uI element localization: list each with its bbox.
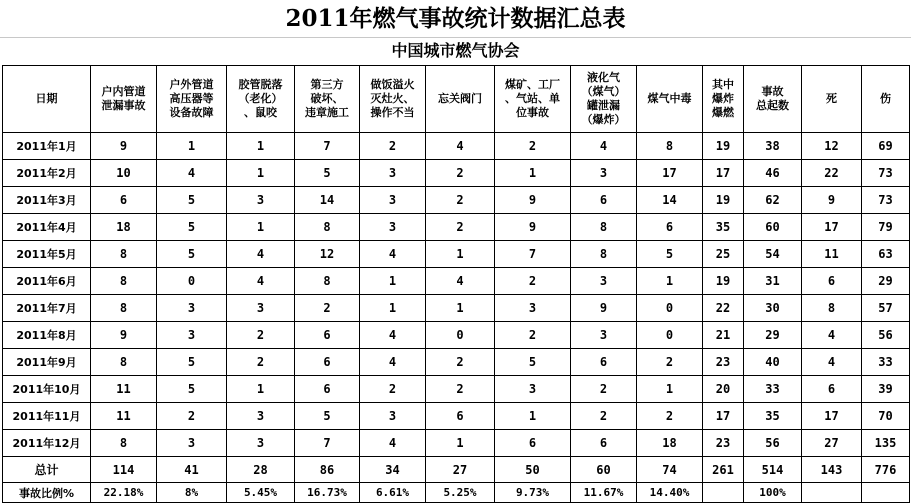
table-cell: 28 xyxy=(227,457,295,483)
table-cell: 11 xyxy=(802,241,862,268)
row-label-cell: 事故比例% xyxy=(3,483,91,503)
table-cell: 6.61% xyxy=(360,483,426,503)
table-cell: 8 xyxy=(91,430,157,457)
table-cell: 17 xyxy=(802,214,862,241)
header-cell xyxy=(426,66,495,133)
table-cell: 2 xyxy=(426,214,495,241)
table-cell: 6 xyxy=(802,268,862,295)
header-cell xyxy=(637,66,703,133)
header-label-line: 煤矿、工厂 xyxy=(505,78,560,91)
table-cell: 57 xyxy=(862,295,910,322)
table-cell: 1 xyxy=(227,133,295,160)
table-row xyxy=(3,403,910,430)
sheet-subtitle: 中国城市燃气协会 xyxy=(391,41,520,60)
header-cell xyxy=(744,66,802,133)
row-label-cell: 2011年5月 xyxy=(3,241,91,268)
table-cell: 19 xyxy=(703,268,744,295)
table-cell: 14 xyxy=(637,187,703,214)
table-cell: 7 xyxy=(295,133,360,160)
header-label-line: 位事故 xyxy=(516,106,549,119)
table-cell: 27 xyxy=(802,430,862,457)
table-cell: 35 xyxy=(703,214,744,241)
table-cell: 9 xyxy=(91,322,157,349)
ratio-row xyxy=(3,483,910,503)
table-cell: 3 xyxy=(360,187,426,214)
table-cell: 1 xyxy=(637,268,703,295)
table-cell: 11 xyxy=(91,376,157,403)
table-cell: 5.25% xyxy=(426,483,495,503)
table-cell: 3 xyxy=(157,430,227,457)
table-cell: 9 xyxy=(495,187,571,214)
table-cell: 5 xyxy=(157,349,227,376)
table-cell: 143 xyxy=(802,457,862,483)
table-cell: 6 xyxy=(637,214,703,241)
header-label-line: 户内管道 xyxy=(101,85,146,98)
header-cell xyxy=(91,66,157,133)
table-cell: 8 xyxy=(295,214,360,241)
table-cell: 2 xyxy=(426,376,495,403)
header-label-line: 户外管道 xyxy=(169,78,214,91)
table-cell: 56 xyxy=(862,322,910,349)
table-cell: 3 xyxy=(360,160,426,187)
table-cell: 9.73% xyxy=(495,483,571,503)
table-cell: 8% xyxy=(157,483,227,503)
header-cell xyxy=(703,66,744,133)
table-cell: 3 xyxy=(495,376,571,403)
row-label-cell: 2011年11月 xyxy=(3,403,91,430)
table-cell: 4 xyxy=(227,268,295,295)
table-cell: 6 xyxy=(495,430,571,457)
table-cell: 73 xyxy=(862,187,910,214)
table-cell: 17 xyxy=(637,160,703,187)
table-cell: 8 xyxy=(91,268,157,295)
header-cell xyxy=(295,66,360,133)
table-cell: 0 xyxy=(637,295,703,322)
table-cell: 8 xyxy=(802,295,862,322)
table-cell: 29 xyxy=(862,268,910,295)
table-cell: 2 xyxy=(571,376,637,403)
table-cell: 33 xyxy=(862,349,910,376)
table-cell: 60 xyxy=(744,214,802,241)
table-cell: 12 xyxy=(802,133,862,160)
table-cell: 3 xyxy=(227,295,295,322)
table-cell: 4 xyxy=(360,349,426,376)
header-label-line: 灭灶火、 xyxy=(370,92,415,105)
table-cell: 514 xyxy=(744,457,802,483)
table-cell: 3 xyxy=(571,160,637,187)
table-cell: 9 xyxy=(571,295,637,322)
table-cell: 18 xyxy=(91,214,157,241)
table-cell: 60 xyxy=(571,457,637,483)
table-cell: 114 xyxy=(91,457,157,483)
header-label-line: （煤气） xyxy=(581,85,626,98)
table-cell: 3 xyxy=(360,214,426,241)
table-cell: 6 xyxy=(295,349,360,376)
header-cell xyxy=(495,66,571,133)
table-cell: 1 xyxy=(360,268,426,295)
row-label-cell: 2011年7月 xyxy=(3,295,91,322)
table-cell: 27 xyxy=(426,457,495,483)
table-cell: 25 xyxy=(703,241,744,268)
table-cell: 1 xyxy=(495,403,571,430)
header-label-line: 、气站、单 xyxy=(505,92,560,105)
table-cell: 7 xyxy=(295,430,360,457)
header-cell xyxy=(862,66,910,133)
table-cell: 5.45% xyxy=(227,483,295,503)
table-row xyxy=(3,295,910,322)
table-cell: 8 xyxy=(571,241,637,268)
row-label-cell: 2011年12月 xyxy=(3,430,91,457)
table-cell: 70 xyxy=(862,403,910,430)
header-label-line: （爆炸） xyxy=(581,113,626,126)
table-cell: 2 xyxy=(495,322,571,349)
table-cell: 35 xyxy=(744,403,802,430)
table-cell xyxy=(862,483,910,503)
table-cell: 2 xyxy=(571,403,637,430)
table-cell: 46 xyxy=(744,160,802,187)
table-cell: 2 xyxy=(495,268,571,295)
table-cell: 0 xyxy=(157,268,227,295)
table-cell: 38 xyxy=(744,133,802,160)
table-cell: 1 xyxy=(637,376,703,403)
table-row xyxy=(3,160,910,187)
table-cell: 2 xyxy=(637,349,703,376)
header-label-line: 事故 xyxy=(761,85,784,98)
table-cell: 2 xyxy=(426,160,495,187)
table-cell: 2 xyxy=(295,295,360,322)
table-cell: 7 xyxy=(495,241,571,268)
table-cell: 5 xyxy=(637,241,703,268)
table-cell: 34 xyxy=(360,457,426,483)
header-label-line: 煤气中毒 xyxy=(647,92,692,105)
table-cell: 1 xyxy=(426,241,495,268)
table-cell: 2 xyxy=(426,187,495,214)
header-label-line: 死 xyxy=(826,92,837,105)
table-cell: 1 xyxy=(426,430,495,457)
table-cell: 31 xyxy=(744,268,802,295)
table-cell: 14.40% xyxy=(637,483,703,503)
table-cell: 17 xyxy=(703,160,744,187)
table-cell: 6 xyxy=(91,187,157,214)
table-cell: 6 xyxy=(571,349,637,376)
table-cell: 3 xyxy=(227,187,295,214)
table-cell: 2 xyxy=(360,133,426,160)
table-cell: 41 xyxy=(157,457,227,483)
table-row xyxy=(3,322,910,349)
table-cell: 6 xyxy=(802,376,862,403)
table-cell: 5 xyxy=(157,241,227,268)
table-cell: 3 xyxy=(571,268,637,295)
row-label-cell: 2011年4月 xyxy=(3,214,91,241)
table-cell: 69 xyxy=(862,133,910,160)
table-cell: 2 xyxy=(227,349,295,376)
table-cell: 3 xyxy=(157,322,227,349)
table-cell: 6 xyxy=(571,187,637,214)
table-cell: 22 xyxy=(703,295,744,322)
table-cell: 1 xyxy=(360,295,426,322)
table-cell: 6 xyxy=(295,376,360,403)
table-cell: 20 xyxy=(703,376,744,403)
table-cell: 30 xyxy=(744,295,802,322)
table-cell: 1 xyxy=(495,160,571,187)
total-row xyxy=(3,457,910,483)
row-label-cell: 2011年10月 xyxy=(3,376,91,403)
header-label-line: 罐泄漏 xyxy=(587,99,620,112)
table-cell: 4 xyxy=(571,133,637,160)
header-label-line: 伤 xyxy=(880,92,891,105)
table-cell: 4 xyxy=(157,160,227,187)
table-cell: 23 xyxy=(703,349,744,376)
row-label-cell: 2011年1月 xyxy=(3,133,91,160)
header-cell xyxy=(802,66,862,133)
table-row xyxy=(3,430,910,457)
table-cell: 2 xyxy=(360,376,426,403)
table-cell: 62 xyxy=(744,187,802,214)
table-cell: 0 xyxy=(637,322,703,349)
table-cell: 5 xyxy=(495,349,571,376)
table-cell: 10 xyxy=(91,160,157,187)
table-row xyxy=(3,376,910,403)
table-cell: 4 xyxy=(426,133,495,160)
table-cell: 63 xyxy=(862,241,910,268)
table-cell: 4 xyxy=(360,241,426,268)
table-cell: 5 xyxy=(157,187,227,214)
table-cell: 56 xyxy=(744,430,802,457)
table-cell: 9 xyxy=(91,133,157,160)
header-label-line: 其中 xyxy=(712,78,734,91)
table-cell: 17 xyxy=(802,403,862,430)
table-cell: 1 xyxy=(227,376,295,403)
table-cell: 19 xyxy=(703,187,744,214)
header-label-line: 泄漏事故 xyxy=(101,99,146,112)
table-cell: 5 xyxy=(157,376,227,403)
table-cell: 19 xyxy=(703,133,744,160)
table-cell: 8 xyxy=(91,295,157,322)
header-cell xyxy=(157,66,227,133)
header-label-line: 液化气 xyxy=(587,71,620,84)
header-cell xyxy=(3,66,91,133)
table-cell: 33 xyxy=(744,376,802,403)
table-cell: 2 xyxy=(637,403,703,430)
header-label-line: 操作不当 xyxy=(370,106,415,119)
table-cell: 4 xyxy=(360,430,426,457)
header-row xyxy=(3,66,910,133)
table-cell: 11.67% xyxy=(571,483,637,503)
header-label-line: 做饭溢火 xyxy=(370,78,415,91)
header-label-line: 破坏、 xyxy=(310,92,344,105)
header-label-line: 设备故障 xyxy=(169,106,214,119)
table-cell: 100% xyxy=(744,483,802,503)
header-label-line: 总起数 xyxy=(756,99,789,112)
table-cell: 86 xyxy=(295,457,360,483)
header-cell xyxy=(571,66,637,133)
table-cell: 79 xyxy=(862,214,910,241)
table-cell: 14 xyxy=(295,187,360,214)
table-cell: 74 xyxy=(637,457,703,483)
table-cell: 8 xyxy=(637,133,703,160)
table-cell: 21 xyxy=(703,322,744,349)
table-cell: 6 xyxy=(295,322,360,349)
table-cell xyxy=(802,483,862,503)
table-cell: 2 xyxy=(426,349,495,376)
table-cell: 2 xyxy=(227,322,295,349)
table-cell: 4 xyxy=(227,241,295,268)
table-cell: 1 xyxy=(227,214,295,241)
table-cell: 29 xyxy=(744,322,802,349)
table-cell: 4 xyxy=(802,349,862,376)
table-cell: 22.18% xyxy=(91,483,157,503)
table-cell: 2 xyxy=(157,403,227,430)
table-row xyxy=(3,214,910,241)
table-cell xyxy=(703,483,744,503)
table-cell: 8 xyxy=(91,349,157,376)
table-cell: 1 xyxy=(227,160,295,187)
table-cell: 9 xyxy=(495,214,571,241)
table-cell: 4 xyxy=(360,322,426,349)
table-cell: 54 xyxy=(744,241,802,268)
table-cell: 3 xyxy=(571,322,637,349)
table-cell: 11 xyxy=(91,403,157,430)
table-cell: 39 xyxy=(862,376,910,403)
header-label-line: 忘关阀门 xyxy=(438,92,482,105)
table-cell: 3 xyxy=(227,403,295,430)
header-label-line: 日期 xyxy=(35,92,58,105)
header-cell xyxy=(360,66,426,133)
table-cell: 261 xyxy=(703,457,744,483)
table-row xyxy=(3,268,910,295)
table-cell: 16.73% xyxy=(295,483,360,503)
header-cell xyxy=(227,66,295,133)
table-cell: 8 xyxy=(295,268,360,295)
table-cell: 5 xyxy=(295,160,360,187)
table-cell: 135 xyxy=(862,430,910,457)
header-label-line: 违章施工 xyxy=(305,106,349,119)
table-row xyxy=(3,187,910,214)
table-row xyxy=(3,133,910,160)
table-cell: 1 xyxy=(426,295,495,322)
table-cell: 3 xyxy=(157,295,227,322)
table-cell: 23 xyxy=(703,430,744,457)
table-cell: 9 xyxy=(802,187,862,214)
header-label-line: 爆燃 xyxy=(712,106,734,119)
table-cell: 8 xyxy=(571,214,637,241)
header-label-line: 第三方 xyxy=(310,78,344,91)
table-cell: 776 xyxy=(862,457,910,483)
table-cell: 50 xyxy=(495,457,571,483)
table-cell: 40 xyxy=(744,349,802,376)
table-cell: 12 xyxy=(295,241,360,268)
table-cell: 18 xyxy=(637,430,703,457)
table-cell: 5 xyxy=(157,214,227,241)
table-cell: 2 xyxy=(495,133,571,160)
header-label-line: 胶管脱落 xyxy=(238,78,283,91)
table-row xyxy=(3,349,910,376)
table-cell: 73 xyxy=(862,160,910,187)
table-cell: 1 xyxy=(157,133,227,160)
table-cell: 0 xyxy=(426,322,495,349)
row-label-cell: 2011年9月 xyxy=(3,349,91,376)
row-label-cell: 2011年6月 xyxy=(3,268,91,295)
table-cell: 3 xyxy=(360,403,426,430)
table-body xyxy=(3,133,910,457)
table-row xyxy=(3,241,910,268)
header-label-line: 、鼠咬 xyxy=(244,106,277,119)
table-cell: 4 xyxy=(802,322,862,349)
table-cell: 5 xyxy=(295,403,360,430)
header-label-line: （老化） xyxy=(238,92,283,105)
sheet-title: 2011年燃气事故统计数据汇总表 xyxy=(0,0,911,38)
table-cell: 6 xyxy=(426,403,495,430)
table-cell: 8 xyxy=(91,241,157,268)
accident-stats-table xyxy=(2,65,910,503)
row-label-cell: 总计 xyxy=(3,457,91,483)
header-label-line: 高压器等 xyxy=(169,92,214,105)
table-cell: 6 xyxy=(571,430,637,457)
header-label-line: 爆炸 xyxy=(712,92,734,105)
table-cell: 3 xyxy=(495,295,571,322)
table-cell: 3 xyxy=(227,430,295,457)
table-cell: 4 xyxy=(426,268,495,295)
table-cell: 17 xyxy=(703,403,744,430)
table-cell: 22 xyxy=(802,160,862,187)
row-label-cell: 2011年2月 xyxy=(3,160,91,187)
row-label-cell: 2011年3月 xyxy=(3,187,91,214)
row-label-cell: 2011年8月 xyxy=(3,322,91,349)
